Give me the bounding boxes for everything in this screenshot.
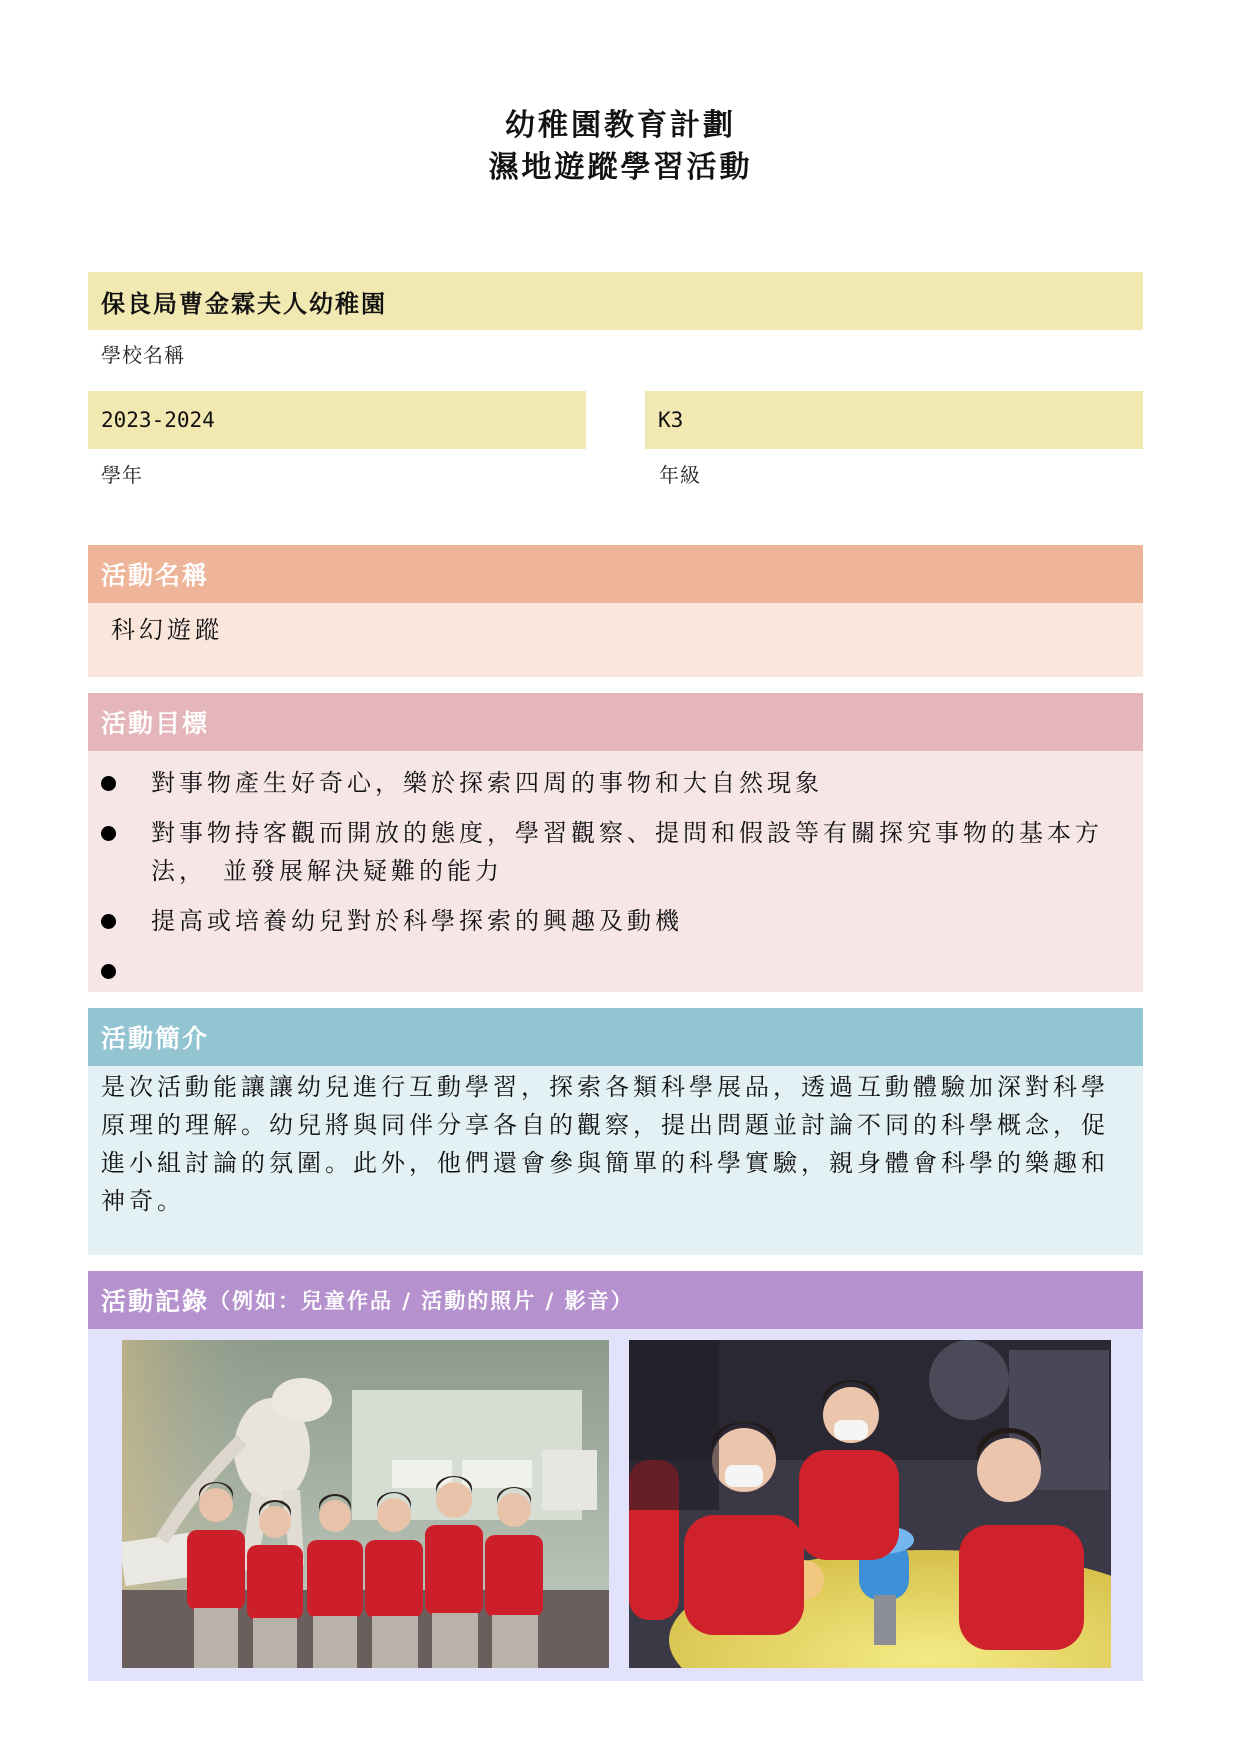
school-name-value: 保良局曹金霖夫人幼稚園	[101, 288, 387, 318]
summary-body	[88, 1066, 1143, 1255]
activity-name-heading: 活動名稱	[101, 561, 210, 590]
goal-text: 對事物產生好奇心，樂於探索四周的事物和大自然現象	[151, 769, 823, 797]
grade-caption: 年級	[659, 463, 701, 487]
summary-heading: 活動簡介	[101, 1024, 210, 1053]
records-subheading: （例如：兒童作品 / 活動的照片 / 影音）	[209, 1288, 634, 1313]
activity-photo-dinosaur	[122, 1340, 609, 1668]
school-year-value: 2023-2024	[101, 408, 215, 432]
school-year-field	[88, 391, 586, 449]
page-title-line2: 濕地遊蹤學習活動	[488, 150, 753, 185]
goal-text: 提高或培養幼兒對於科學探索的興趣及動機	[151, 907, 683, 935]
goals-list	[88, 764, 1128, 1002]
records-header	[88, 1271, 1143, 1329]
goals-body	[88, 751, 1143, 992]
grade-value: K3	[658, 408, 684, 432]
grade-field	[645, 391, 1143, 449]
activity-name-header	[88, 545, 1143, 603]
goal-item	[88, 814, 1128, 890]
goal-text: 對事物持客觀而開放的態度，學習觀察、提問和假設等有關探究事物的基本方法， 並發展解決疑難的能力	[151, 819, 1103, 885]
bullet-icon	[101, 776, 116, 791]
page-title-line1: 幼稚園教育計劃	[505, 108, 736, 143]
goal-item	[88, 902, 1128, 940]
school-name-field	[88, 272, 1143, 330]
activity-name-value: 科幻遊蹤	[111, 616, 223, 644]
goal-item	[88, 952, 1128, 990]
dinosaur-exhibit-image	[122, 1340, 609, 1668]
records-body	[88, 1329, 1143, 1681]
interactive-exhibit-image	[629, 1340, 1111, 1668]
bullet-icon	[101, 914, 116, 929]
bullet-icon	[101, 826, 116, 841]
summary-header	[88, 1008, 1143, 1066]
activity-photo-exhibit	[629, 1340, 1111, 1668]
goal-item	[88, 764, 1128, 802]
records-heading: 活動記錄	[101, 1287, 210, 1316]
school-name-caption: 學校名稱	[101, 343, 185, 367]
summary-text: 是次活動能讓讓幼兒進行互動學習，探索各類科學展品，透過互動體驗加深對科學原理的理解。幼兒將與同伴分享各自的觀察，提出問題並討論不同的科學概念，促進小組討論的氛圍。此外，他們還會參與簡單的科學實驗，親身體會科學的樂趣和神奇。	[101, 1073, 1109, 1215]
bullet-icon	[101, 964, 116, 979]
activity-name-body	[88, 603, 1143, 677]
goals-heading: 活動目標	[101, 709, 210, 738]
goals-header	[88, 693, 1143, 751]
school-year-caption: 學年	[101, 463, 143, 487]
